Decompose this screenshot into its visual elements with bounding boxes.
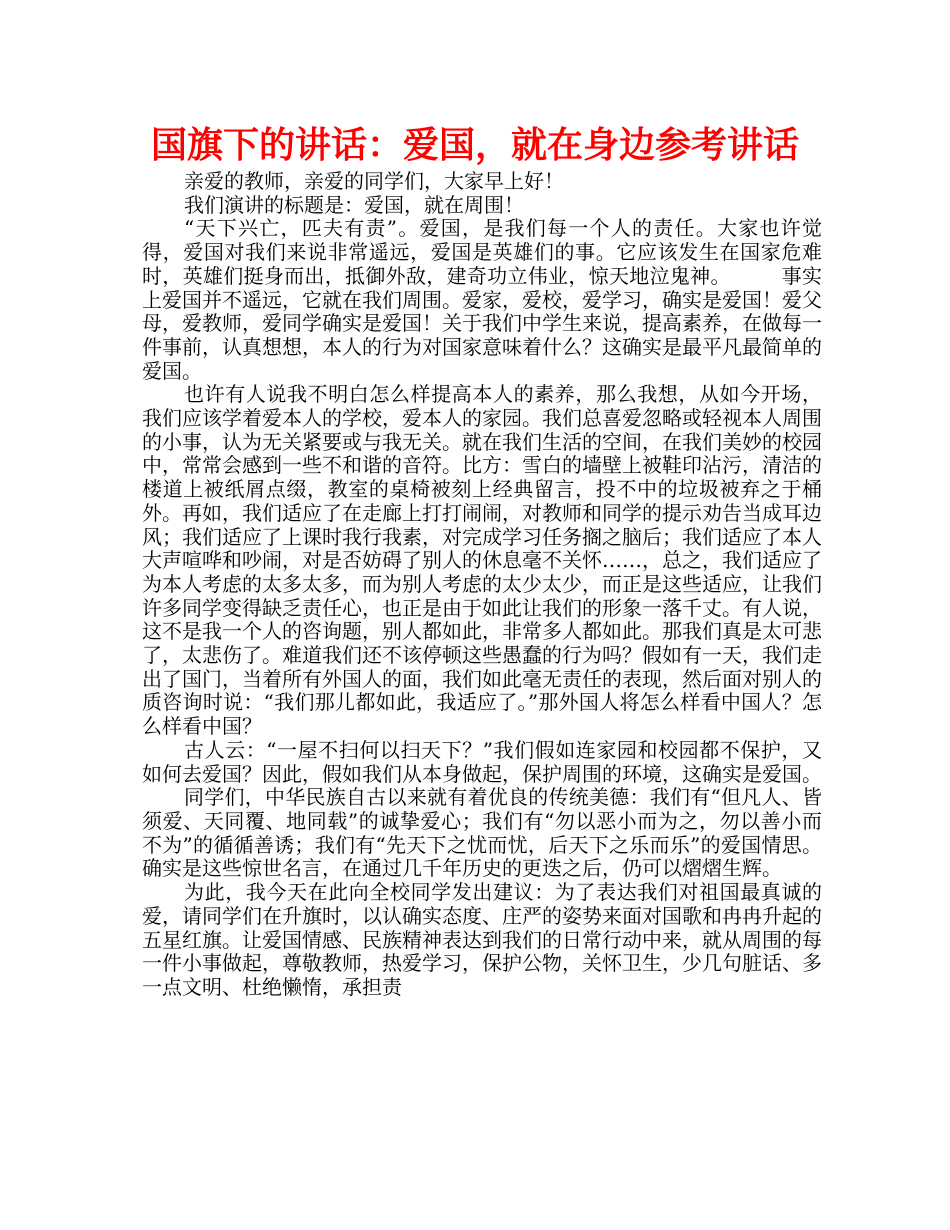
paragraph-topic: 我们演讲的标题是：爱国，就在周围！ [184,192,524,217]
paragraph-daily-habits: 也许有人说我不明白怎么样提高本人的素养，那么我想，从如今开场，我们应该学着爱本人的学校，爱本人的家园。我们总喜爱忽略或轻视本人周围的小事，认为无关紧要或与我无关。就在我们生活的空间，在我们美妙的校园中，常常会感到一些不和谐的音符。比方：雪白的墙壁上被鞋印沾污，清洁的楼道上被纸屑点缀，教室的桌椅被刻上经典留言，投不中的垃圾被弃之于桶外。再如，我们适应了在走廊上打打闹闹，对教师和同学的提示劝告当成耳边风；我们适应了上课时我行我素，对完成学习任务搁之脑后；我们适应了本人大声喧哗和吵闹，对是否妨碍了别人的休息毫不关怀……，总之，我们适应了为本人考虑的太多太多，而为别人考虑的太少太少，而正是这些适应，让我们许多同学变得缺乏责任心，也正是由于如此让我们的形象一落千丈。有人说，这不是我一个人的咨询题，别人都如此，非常多人都如此。那我们真是太可悲了，太悲伤了。难道我们还不该停顿这些愚蠢的行为吗？假如有一天，我们走出了国门，当着所有外国人的面，我们如此毫无责任的表现，然后面对别人的质咨询时说：“我们那儿都如此，我适应了。”那外国人将怎么样看中国人？怎么样看中国？ [142,382,822,739]
paragraph-proposal: 为此，我今天在此向全校同学发出建议：为了表达我们对祖国最真诚的爱，请同学们在升旗时，以认确实态度、庄严的姿势来面对国歌和冉冉升起的五星红旗。让爱国情感、民族精神表达到我们的日常行动中来，就从周围的每一件小事做起，尊敬教师，热爱学习，保护公物，关怀卫生，少几句脏话、多一点文明、杜绝懒惰，承担责 [142,880,822,999]
paragraph-responsibility: “天下兴亡，匹夫有责”。爱国，是我们每一个人的责任。大家也许觉得，爱国对我们来说非常遥远，爱国是英雄们的事。它应该发生在国家危难时，英雄们挺身而出，抵御外敌，建奇功立伟业，惊天地泣鬼神。 事实上爱国并不遥远，它就在我们周围。爱家，爱校，爱学习，确实是爱国！爱父母，爱教师，爱同学确实是爱国！关于我们中学生来说，提高素养，在做每一件事前，认真想想，本人的行为对国家意味着什么？这确实是最平凡最简单的爱国。 [142,216,822,383]
paragraph-greeting: 亲爱的教师，亲爱的同学们，大家早上好！ [184,169,564,193]
paragraph-traditional-virtues: 同学们，中华民族自古以来就有着优良的传统美德：我们有“但凡人、皆须爱、天同覆、地同载”的诚挚爱心；我们有“勿以恶小而为之，勿以善小而不为”的循循善诱；我们有“先天下之忧而忧，后天下之乐而乐”的爱国情思。确实是这些惊世名言，在通过几千年历史的更迭之后，仍可以熠熠生辉。 [142,785,822,881]
page-title: 国旗下的讲话：爱国，就在身边参考讲话 [150,125,799,166]
paragraph-ancient-saying: 古人云：“一屋不扫何以扫天下？”我们假如连家园和校园都不保护，又如何去爱国？因此，假如我们从本身做起，保护周围的环境，这确实是爱国。 [142,737,822,786]
document-body [142,170,822,1000]
